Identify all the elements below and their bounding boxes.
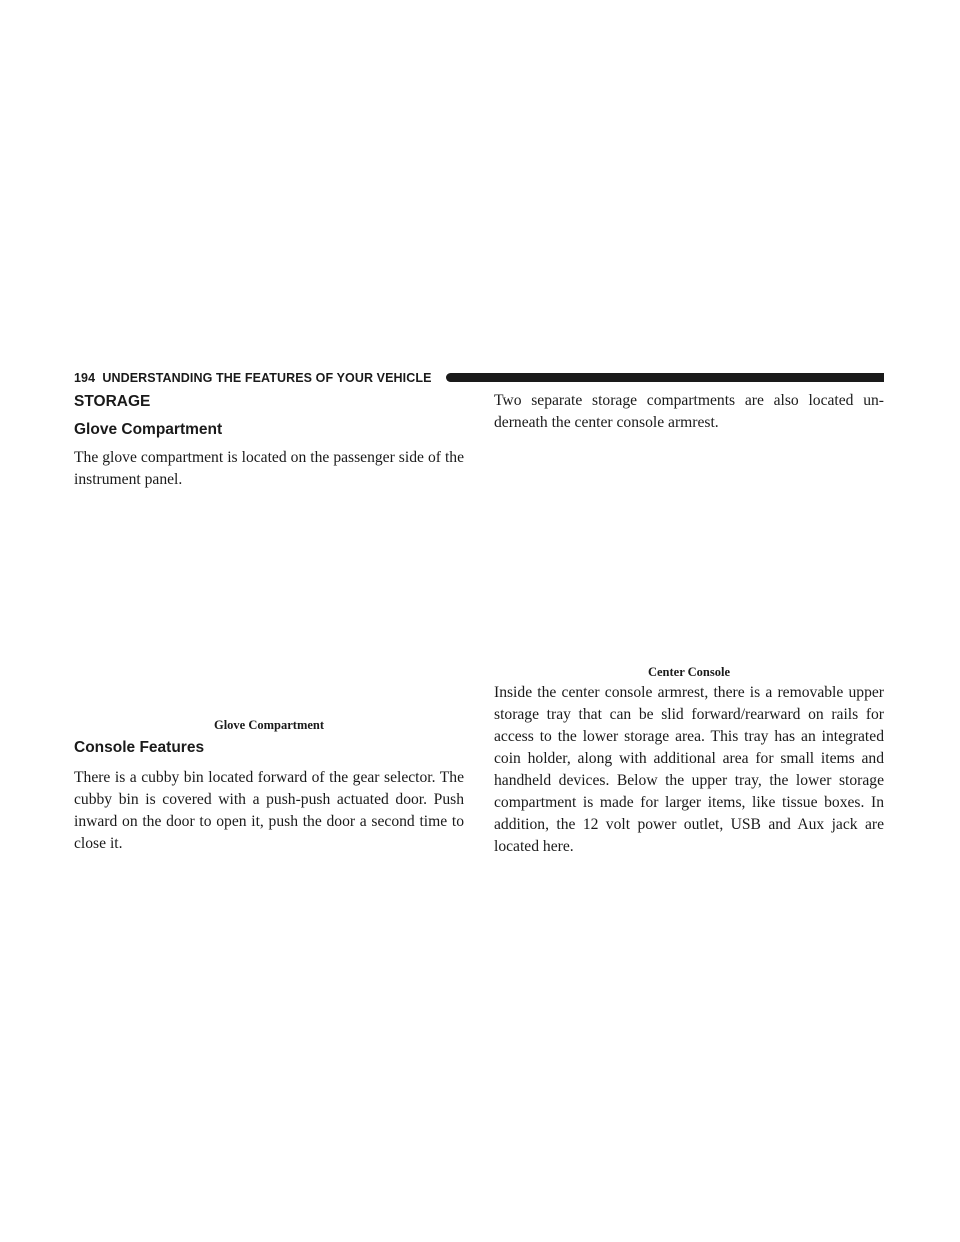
section-heading-storage: STORAGE — [74, 393, 151, 410]
page-header — [74, 369, 884, 387]
header-text — [74, 369, 432, 387]
paragraph-glove-compartment: The glove compartment is located on the passenger side of the instrument panel. — [74, 449, 464, 488]
page-number: 194 — [74, 371, 96, 385]
caption-center-console: Center Console — [647, 665, 731, 679]
glove-compartment-image — [74, 496, 464, 712]
paragraph-console-features: There is a cubby bin located forward of the gear selector. The cubby bin is covered with a push-push actuated door. Push inward on the door to open it, push the door a second time to close it. — [74, 769, 464, 852]
header-rule — [446, 373, 884, 382]
paragraph-center-console-armrest: Inside the center console armrest, there is a removable upper storage tray that can be slid forward/rearward on rails for access to the lower storage area. This tray has an integrated coin holder, along with additional area for small items and handheld devices. Below the upper tray, the lower storage compartment is made for larger items, like tissue boxes. In addition, the 12 volt power outlet, USB and Aux jack are located here. — [494, 684, 884, 855]
subheading-glove-compartment: Glove Compartment — [74, 421, 223, 438]
caption-glove-compartment: Glove Compartment — [213, 718, 325, 732]
paragraph-two-compartments: Two separate storage compartments are also located un-derneath the center console armrest. — [494, 392, 884, 431]
subheading-console-features: Console Features — [74, 739, 205, 756]
section-title: UNDERSTANDING THE FEATURES OF YOUR VEHICLE — [102, 371, 432, 385]
center-console-image — [494, 438, 884, 660]
